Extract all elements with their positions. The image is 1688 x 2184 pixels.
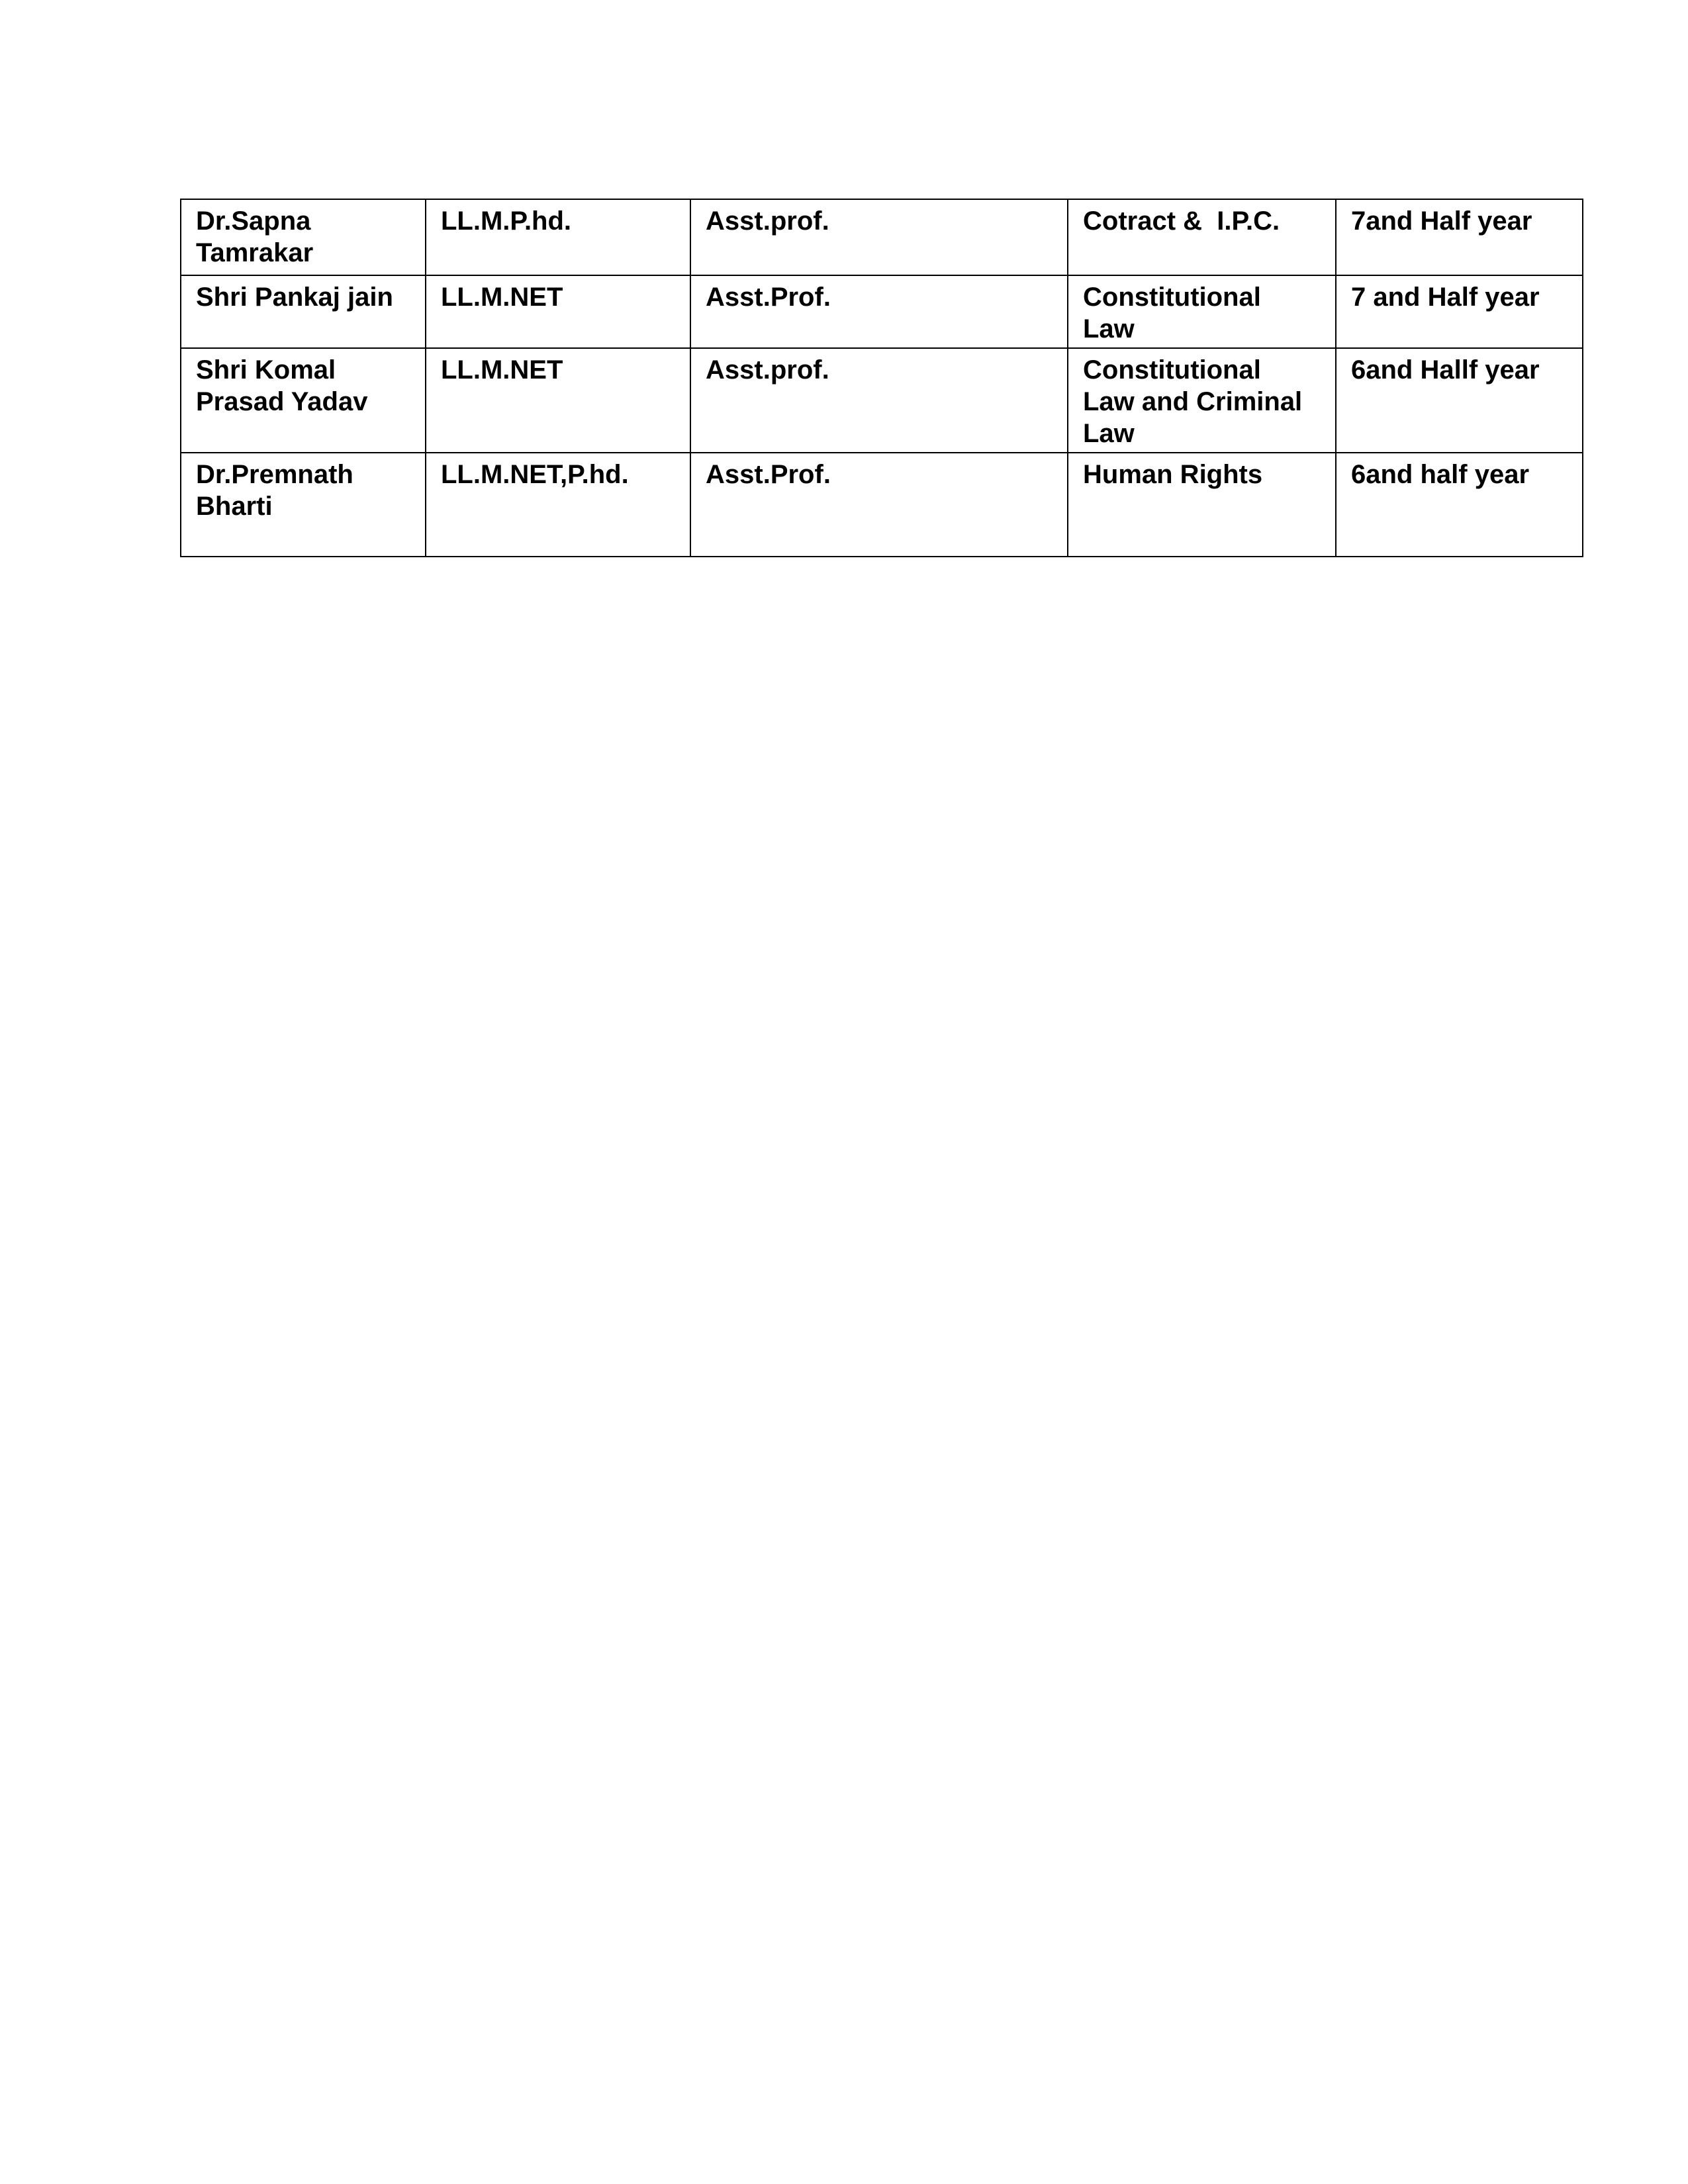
table-row <box>181 453 1583 557</box>
qualification-cell: LL.M.NET,P.hd. <box>426 453 690 557</box>
designation-cell: Asst.prof. <box>690 348 1068 453</box>
subject-cell: Constitutional Law <box>1068 275 1336 348</box>
qualification-cell: LL.M.P.hd. <box>426 199 690 275</box>
designation-cell: Asst.Prof. <box>690 453 1068 557</box>
designation-cell: Asst.prof. <box>690 199 1068 275</box>
faculty-name-cell: Shri Komal Prasad Yadav <box>181 348 426 453</box>
designation-cell: Asst.Prof. <box>690 275 1068 348</box>
table-row <box>181 199 1583 275</box>
qualification-cell: LL.M.NET <box>426 275 690 348</box>
faculty-name-cell: Dr.Sapna Tamrakar <box>181 199 426 275</box>
experience-cell: 7and Half year <box>1336 199 1583 275</box>
experience-cell: 6and Hallf year <box>1336 348 1583 453</box>
experience-cell: 6and half year <box>1336 453 1583 557</box>
table-row <box>181 275 1583 348</box>
faculty-name-cell: Dr.Premnath Bharti <box>181 453 426 557</box>
subject-cell: Constitutional Law and Criminal Law <box>1068 348 1336 453</box>
qualification-cell: LL.M.NET <box>426 348 690 453</box>
experience-cell: 7 and Half year <box>1336 275 1583 348</box>
faculty-name-cell: Shri Pankaj jain <box>181 275 426 348</box>
table-row <box>181 348 1583 453</box>
subject-cell: Cotract & I.P.C. <box>1068 199 1336 275</box>
subject-cell: Human Rights <box>1068 453 1336 557</box>
faculty-table <box>180 199 1583 557</box>
